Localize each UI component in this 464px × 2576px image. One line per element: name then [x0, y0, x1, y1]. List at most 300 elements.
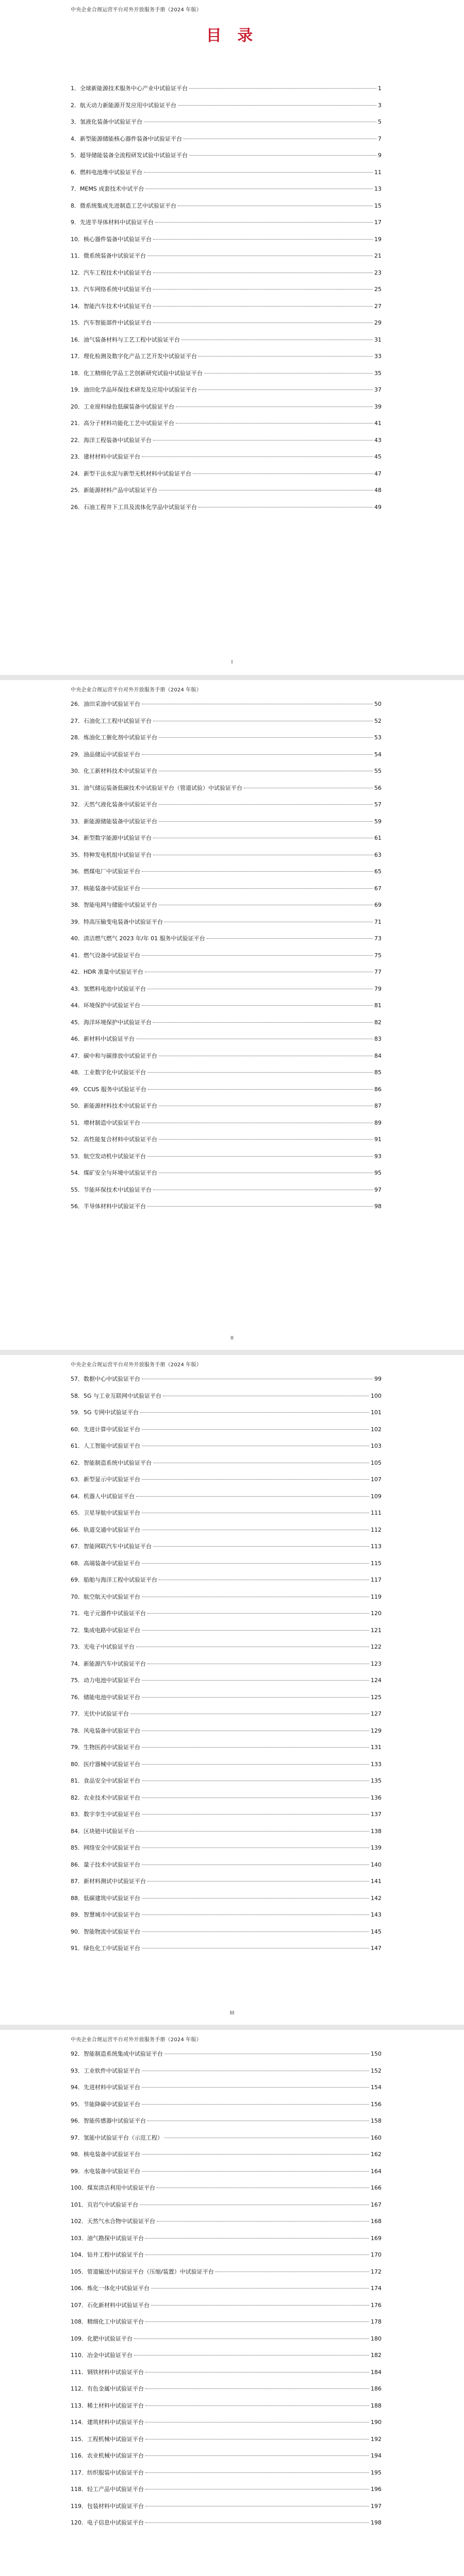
toc-dot-leader: [142, 1680, 369, 1681]
toc-entry-title: 73．光电子中试验证平台: [71, 1643, 135, 1650]
toc-entry-page: 83: [374, 1036, 382, 1042]
toc-entry-page: 123: [371, 1660, 382, 1667]
toc-entry[interactable]: [71, 1861, 382, 1878]
toc-entry-page: 43: [374, 436, 382, 444]
toc-entry-page: 25: [374, 286, 382, 293]
toc-dot-leader: [153, 1022, 373, 1023]
toc-entry[interactable]: [71, 1560, 382, 1577]
toc-list: [71, 701, 382, 1220]
toc-entry[interactable]: [71, 1460, 382, 1477]
toc-entry-title: 49．CCUS 服务中试验证平台: [71, 1086, 146, 1093]
toc-entry-page: 37: [374, 386, 382, 393]
toc-entry-page: 101: [371, 1409, 382, 1416]
toc-entry-page: 137: [371, 1811, 382, 1818]
toc-entry[interactable]: [71, 768, 382, 785]
toc-dot-leader: [142, 2171, 369, 2172]
toc-entry-page: 135: [371, 1777, 382, 1784]
toc-entry-title: 80．医疗器械中试验证平台: [71, 1760, 140, 1768]
toc-entry-title: 3．氢液化装备中试验证平台: [71, 118, 142, 125]
toc-entry[interactable]: [71, 2050, 382, 2067]
toc-entry-title: 63．新型显示中试验证平台: [71, 1476, 140, 1483]
toc-entry-page: 50: [374, 701, 382, 707]
toc-entry[interactable]: [71, 2369, 382, 2386]
toc-entry-title: 52．高性能复合材料中试验证平台: [71, 1136, 157, 1143]
toc-entry-title: 55．节能环保技术中试验证平台: [71, 1186, 152, 1193]
toc-entry-page: 111: [371, 1510, 382, 1516]
toc-dot-leader: [151, 2288, 369, 2289]
toc-entry[interactable]: [71, 336, 382, 353]
toc-entry[interactable]: [71, 1036, 382, 1053]
toc-entry-page: 167: [371, 2201, 382, 2208]
toc-dot-leader: [142, 1747, 369, 1748]
toc-entry-title: 85．网络安全中试验证平台: [71, 1844, 140, 1851]
toc-entry[interactable]: [71, 902, 382, 919]
toc-entry-title: 58．5G 与工业互联网中试验证平台: [71, 1392, 162, 1399]
toc-entry[interactable]: [71, 2436, 382, 2453]
toc-entry-title: 61．人工智能中试验证平台: [71, 1443, 140, 1449]
toc-entry-page: 166: [371, 2184, 382, 2191]
toc-entry-page: 139: [371, 1844, 382, 1851]
toc-entry-page: 147: [371, 1945, 382, 1952]
toc-entry-page: 87: [374, 1103, 382, 1109]
toc-dot-leader: [145, 2238, 369, 2239]
toc-entry-page: 125: [371, 1693, 382, 1701]
toc-entry[interactable]: [71, 102, 382, 119]
page-header: 中央企业合规运营平台对外开放服务手册（2024 年版）: [71, 2037, 202, 2043]
toc-entry[interactable]: [71, 1878, 382, 1895]
toc-entry[interactable]: [71, 1493, 382, 1510]
toc-entry-title: 39．特高压输变电装备中试验证平台: [71, 918, 163, 925]
toc-entry[interactable]: [71, 1476, 382, 1493]
toc-entry-page: 55: [374, 768, 382, 774]
toc-entry-page: 3: [378, 101, 382, 109]
toc-entry-page: 31: [374, 336, 382, 343]
toc-entry-page: 33: [374, 353, 382, 360]
toc-entry[interactable]: [71, 252, 382, 269]
toc-entry[interactable]: [71, 353, 382, 370]
toc-entry-title: 83．数字孪生中试验证平台: [71, 1811, 140, 1818]
toc-entry-title: 19．油田化学品环保技术研发及应用中试验证平台: [71, 386, 197, 393]
document-page-1: [0, 0, 464, 675]
toc-entry[interactable]: [71, 2452, 382, 2469]
toc-entry[interactable]: [71, 1203, 382, 1220]
toc-entry-title: 100．煤炭清洁利用中试验证平台: [71, 2184, 155, 2191]
toc-entry[interactable]: [71, 1794, 382, 1811]
toc-entry[interactable]: [71, 801, 382, 818]
toc-entry-title: 37．核能装备中试验证平台: [71, 885, 140, 892]
page-number: I: [231, 659, 233, 665]
toc-entry-page: 17: [374, 219, 382, 226]
toc-entry-page: 188: [371, 2402, 382, 2409]
toc-entry[interactable]: [71, 2268, 382, 2285]
toc-entry-page: 107: [371, 1476, 382, 1483]
page-number: II: [230, 1335, 234, 1341]
toc-entry-title: 1．全球新能源技术服务中心产业中试验证平台: [71, 85, 188, 92]
toc-entry-page: 168: [371, 2218, 382, 2225]
toc-dot-leader: [153, 289, 373, 290]
toc-dot-leader: [147, 1613, 369, 1614]
toc-entry-page: 39: [374, 403, 382, 410]
toc-entry-title: 5．超导储能装备全流程研发试验中试验证平台: [71, 152, 188, 159]
toc-entry-page: 164: [371, 2167, 382, 2175]
toc-dot-leader: [151, 2305, 369, 2306]
toc-entry[interactable]: [71, 1543, 382, 1560]
toc-title: 目 录: [206, 27, 258, 45]
toc-entry-page: 53: [374, 734, 382, 741]
toc-entry[interactable]: [71, 2285, 382, 2302]
toc-entry-page: 61: [374, 835, 382, 841]
toc-entry-title: 116．农业机械中试验证平台: [71, 2452, 144, 2459]
toc-entry[interactable]: [71, 152, 382, 169]
toc-entry[interactable]: [71, 1761, 382, 1778]
toc-entry-page: 49: [374, 503, 382, 511]
toc-entry[interactable]: [71, 403, 382, 420]
toc-entry-title: 104．钻井工程中试验证平台: [71, 2251, 144, 2258]
toc-entry-title: 69．船舶与海洋工程中试验证平台: [71, 1577, 157, 1583]
toc-entry[interactable]: [71, 2419, 382, 2436]
toc-entry-page: 124: [371, 1677, 382, 1684]
toc-entry[interactable]: [71, 1053, 382, 1070]
toc-entry[interactable]: [71, 852, 382, 869]
toc-entry[interactable]: [71, 185, 382, 202]
toc-dot-leader: [134, 2338, 369, 2339]
toc-entry[interactable]: [71, 868, 382, 885]
toc-entry-page: 103: [371, 1443, 382, 1449]
toc-entry[interactable]: [71, 1069, 382, 1086]
toc-entry[interactable]: [71, 319, 382, 336]
toc-entry-title: 86．量子技术中试验证平台: [71, 1861, 140, 1868]
toc-entry[interactable]: [71, 1744, 382, 1761]
toc-entry-title: 29．油品储运中试验证平台: [71, 751, 140, 758]
toc-entry-title: 53．航空发动机中试验证平台: [71, 1153, 146, 1160]
toc-entry-title: 119．包装材料中试验证平台: [71, 2502, 144, 2510]
toc-entry-title: 14．智能汽车技术中试验证平台: [71, 302, 152, 310]
toc-entry[interactable]: [71, 286, 382, 303]
toc-entry-page: 160: [371, 2134, 382, 2141]
toc-entry-page: 120: [371, 1610, 382, 1617]
toc-entry-title: 65．卫星导航中试验证平台: [71, 1510, 140, 1516]
toc-entry[interactable]: [71, 2503, 382, 2520]
toc-dot-leader: [153, 239, 373, 240]
toc-entry-title: 79．生物医药中试验证平台: [71, 1744, 140, 1751]
toc-entry[interactable]: [71, 269, 382, 286]
toc-dot-leader: [157, 2221, 369, 2222]
toc-entry-title: 41．燃气设备中试验证平台: [71, 952, 140, 959]
toc-entry[interactable]: [71, 303, 382, 320]
toc-entry[interactable]: [71, 504, 382, 521]
toc-entry-title: 27．石油化工工程中试验证平台: [71, 717, 152, 724]
toc-entry[interactable]: [71, 2168, 382, 2185]
toc-entry[interactable]: [71, 219, 382, 236]
toc-entry-title: 25．新能源材料产品中试验证平台: [71, 487, 157, 494]
toc-dot-leader: [145, 2321, 369, 2322]
toc-entry[interactable]: [71, 1187, 382, 1204]
toc-dot-leader: [142, 871, 373, 872]
toc-entry-title: 74．新能源汽车中试验证平台: [71, 1660, 146, 1667]
toc-entry[interactable]: [71, 1677, 382, 1694]
toc-entry[interactable]: [71, 1610, 382, 1627]
toc-dot-leader: [136, 1831, 369, 1832]
toc-entry-title: 17．理化检测及数字化产品工艺开发中试验证平台: [71, 353, 197, 360]
toc-entry[interactable]: [71, 487, 382, 504]
toc-entry[interactable]: [71, 2184, 382, 2201]
toc-entry[interactable]: [71, 1627, 382, 1644]
toc-entry-title: 60．先进计算中试验证平台: [71, 1426, 140, 1433]
toc-entry[interactable]: [71, 2117, 382, 2134]
toc-entry-page: 192: [371, 2435, 382, 2443]
toc-entry[interactable]: [71, 1376, 382, 1393]
toc-entry[interactable]: [71, 785, 382, 802]
toc-entry-page: 121: [371, 1626, 382, 1634]
toc-entry-title: 38．智能电网与储能中试验证平台: [71, 902, 157, 908]
toc-entry[interactable]: [71, 1594, 382, 1611]
toc-entry[interactable]: [71, 2067, 382, 2084]
toc-entry[interactable]: [71, 1811, 382, 1828]
toc-entry-title: 72．集成电路中试验证平台: [71, 1626, 140, 1634]
toc-entry-title: 8．微系统集成先进制造工艺中试验证平台: [71, 202, 176, 209]
toc-entry-title: 33．新能源储能装备中试验证平台: [71, 818, 157, 825]
toc-entry-page: 196: [371, 2486, 382, 2493]
toc-dot-leader: [142, 1563, 369, 1564]
toc-entry[interactable]: [71, 1928, 382, 1945]
toc-dot-leader: [136, 1496, 369, 1497]
toc-entry[interactable]: [71, 420, 382, 437]
toc-entry[interactable]: [71, 2151, 382, 2168]
toc-dot-leader: [145, 2522, 369, 2523]
toc-entry-page: 15: [374, 202, 382, 209]
toc-entry-title: 96．智能传感器中试验证平台: [71, 2117, 146, 2124]
toc-dot-leader: [178, 105, 376, 106]
toc-entry-title: 18．化工精细化学品工艺创新研究试验中试验证平台: [71, 369, 203, 377]
toc-entry[interactable]: [71, 1002, 382, 1019]
toc-entry[interactable]: [71, 835, 382, 852]
toc-entry-page: 138: [371, 1827, 382, 1835]
toc-entry[interactable]: [71, 1828, 382, 1845]
toc-entry-title: 34．新型数字能源中试验证平台: [71, 835, 152, 841]
toc-entry[interactable]: [71, 2218, 382, 2235]
toc-entry-page: 59: [374, 818, 382, 825]
toc-entry-page: 23: [374, 269, 382, 276]
toc-dot-leader: [189, 155, 376, 156]
toc-entry-page: 67: [374, 885, 382, 892]
toc-entry[interactable]: [71, 1694, 382, 1711]
toc-entry-page: 45: [374, 453, 382, 460]
toc-entry[interactable]: [71, 1019, 382, 1036]
toc-entry-title: 21．高分子材料功能化工艺中试验证平台: [71, 420, 174, 427]
toc-entry[interactable]: [71, 1945, 382, 1962]
toc-entry[interactable]: [71, 1086, 382, 1103]
toc-entry[interactable]: [71, 2134, 382, 2151]
toc-entry-title: 12．汽车工程技术中试验证平台: [71, 269, 152, 276]
toc-entry-title: 46．新材料中试验证平台: [71, 1036, 135, 1042]
toc-entry-title: 45．海洋环境保护中试验证平台: [71, 1019, 152, 1026]
toc-entry-page: 9: [378, 152, 382, 159]
toc-dot-leader: [142, 1914, 369, 1915]
toc-entry[interactable]: [71, 2318, 382, 2335]
toc-entry[interactable]: [71, 1443, 382, 1460]
toc-entry-title: 71．电子元器件中试验证平台: [71, 1610, 146, 1617]
toc-entry[interactable]: [71, 2335, 382, 2352]
toc-entry[interactable]: [71, 2235, 382, 2252]
toc-entry-title: 98．核电装备中试验证平台: [71, 2151, 140, 2158]
toc-entry[interactable]: [71, 1393, 382, 1410]
toc-entry-title: 24．新型干法水泥与新型无机材料中试验证平台: [71, 470, 191, 477]
toc-entry-title: 99．水电装备中试验证平台: [71, 2167, 140, 2175]
toc-entry[interactable]: [71, 969, 382, 986]
toc-entry-page: 136: [371, 1794, 382, 1801]
toc-entry-page: 29: [374, 319, 382, 326]
toc-entry-page: 13: [374, 185, 382, 192]
toc-entry-page: 57: [374, 801, 382, 808]
toc-dot-leader: [147, 1881, 369, 1882]
toc-entry[interactable]: [71, 1409, 382, 1426]
toc-entry[interactable]: [71, 1660, 382, 1677]
toc-entry-page: 127: [371, 1710, 382, 1717]
toc-entry-page: 190: [371, 2419, 382, 2426]
toc-entry-title: 111．钢铁材料中试验证平台: [71, 2368, 144, 2376]
toc-entry[interactable]: [71, 453, 382, 470]
toc-entry[interactable]: [71, 1103, 382, 1120]
toc-entry-page: 150: [371, 2050, 382, 2057]
toc-entry[interactable]: [71, 2402, 382, 2419]
toc-entry[interactable]: [71, 1510, 382, 1527]
toc-entry[interactable]: [71, 1911, 382, 1928]
toc-entry[interactable]: [71, 919, 382, 936]
toc-entry-title: 112．有色金属中试验证平台: [71, 2385, 144, 2392]
toc-entry-title: 22．海洋工程装备中试验证平台: [71, 436, 152, 444]
toc-entry-page: 21: [374, 252, 382, 259]
toc-entry[interactable]: [71, 85, 382, 102]
toc-dot-leader: [159, 737, 373, 738]
toc-entry[interactable]: [71, 2486, 382, 2503]
toc-list: [71, 1376, 382, 1962]
toc-entry[interactable]: [71, 1170, 382, 1187]
toc-entry[interactable]: [71, 935, 382, 952]
toc-entry-page: 47: [374, 470, 382, 477]
toc-entry-title: 88．低碳建筑中试验证平台: [71, 1894, 140, 1902]
toc-entry[interactable]: [71, 1120, 382, 1137]
toc-entry[interactable]: [71, 701, 382, 718]
toc-entry[interactable]: [71, 734, 382, 751]
toc-entry[interactable]: [71, 1136, 382, 1153]
toc-entry[interactable]: [71, 236, 382, 253]
toc-entry-title: 7．MEMS 成套技术中试平台: [71, 185, 144, 192]
toc-dot-leader: [176, 406, 373, 407]
toc-entry[interactable]: [71, 2385, 382, 2402]
toc-entry[interactable]: [71, 2302, 382, 2319]
page-separator: [0, 1350, 464, 1355]
toc-entry-page: 71: [374, 918, 382, 925]
toc-entry[interactable]: [71, 437, 382, 454]
toc-entry[interactable]: [71, 2201, 382, 2218]
toc-entry[interactable]: [71, 2101, 382, 2118]
toc-entry[interactable]: [71, 1777, 382, 1794]
toc-entry[interactable]: [71, 1643, 382, 1660]
toc-entry-page: 172: [371, 2268, 382, 2275]
toc-entry-title: 35．特种发电机组中试验证平台: [71, 851, 152, 858]
toc-entry[interactable]: [71, 1527, 382, 1544]
toc-entry[interactable]: [71, 718, 382, 735]
toc-entry[interactable]: [71, 751, 382, 768]
toc-entry-title: 51．增材制造中试验证平台: [71, 1119, 140, 1126]
toc-entry[interactable]: [71, 1577, 382, 1594]
toc-entry-title: 62．智能制造系统中试验证平台: [71, 1459, 152, 1466]
toc-entry[interactable]: [71, 1710, 382, 1727]
toc-entry-title: 2．航天动力新能源开发应用中试验证平台: [71, 101, 176, 109]
toc-entry[interactable]: [71, 818, 382, 835]
toc-entry-page: 119: [371, 1593, 382, 1600]
toc-entry-title: 91．绿色化工中试验证平台: [71, 1945, 140, 1952]
toc-entry-page: 82: [374, 1019, 382, 1026]
toc-entry[interactable]: [71, 1153, 382, 1170]
toc-dot-leader: [145, 2405, 369, 2406]
toc-entry-page: 162: [371, 2151, 382, 2158]
toc-entry[interactable]: [71, 2084, 382, 2101]
toc-entry-title: 94．先进材料中试验证平台: [71, 2084, 140, 2091]
toc-dot-leader: [159, 804, 373, 805]
toc-entry[interactable]: [71, 1727, 382, 1744]
toc-entry-page: 1: [378, 85, 382, 92]
toc-entry-page: 140: [371, 1861, 382, 1868]
toc-entry-page: 169: [371, 2234, 382, 2242]
toc-entry-page: 79: [374, 985, 382, 992]
toc-entry[interactable]: [71, 1426, 382, 1443]
toc-entry-title: 120．电子信息中试验证平台: [71, 2519, 144, 2526]
toc-entry[interactable]: [71, 952, 382, 969]
toc-entry-page: 142: [371, 1894, 382, 1902]
toc-entry[interactable]: [71, 370, 382, 387]
toc-entry[interactable]: [71, 885, 382, 902]
toc-list: [71, 2050, 382, 2536]
toc-entry[interactable]: [71, 2469, 382, 2486]
toc-dot-leader: [142, 2154, 369, 2155]
toc-entry[interactable]: [71, 1895, 382, 1912]
toc-dot-leader: [142, 2087, 369, 2088]
toc-entry[interactable]: [71, 1844, 382, 1861]
toc-entry[interactable]: [71, 169, 382, 186]
toc-entry-title: 114．建筑材料中试验证平台: [71, 2419, 144, 2426]
toc-dot-leader: [142, 1764, 369, 1765]
toc-dot-leader: [142, 1429, 369, 1430]
toc-entry-page: 41: [374, 420, 382, 427]
toc-entry[interactable]: [71, 386, 382, 403]
toc-entry-page: 109: [371, 1493, 382, 1500]
toc-dot-leader: [142, 888, 373, 889]
toc-entry-title: 32．天然气液化装备中试验证平台: [71, 801, 157, 808]
toc-entry-page: 174: [371, 2285, 382, 2292]
toc-entry[interactable]: [71, 135, 382, 152]
toc-entry-page: 97: [374, 1186, 382, 1193]
toc-entry[interactable]: [71, 202, 382, 219]
toc-entry-title: 106．炼化一体化中试验证平台: [71, 2285, 150, 2292]
toc-dot-leader: [140, 1412, 369, 1413]
toc-entry-title: 15．汽车智能部件中试验证平台: [71, 319, 152, 326]
toc-entry[interactable]: [71, 2251, 382, 2268]
toc-dot-leader: [142, 1630, 369, 1631]
toc-entry-title: 13．汽车网络系统中试验证平台: [71, 286, 152, 293]
toc-dot-leader: [147, 1156, 373, 1157]
toc-entry[interactable]: [71, 2519, 382, 2536]
toc-entry[interactable]: [71, 470, 382, 487]
toc-entry-page: 11: [374, 168, 382, 176]
toc-entry[interactable]: [71, 2352, 382, 2369]
toc-dot-leader: [207, 938, 373, 939]
toc-dot-leader: [142, 754, 373, 755]
toc-entry[interactable]: [71, 118, 382, 135]
toc-entry-page: 69: [374, 902, 382, 908]
toc-entry[interactable]: [71, 986, 382, 1003]
page-separator: [0, 2025, 464, 2030]
